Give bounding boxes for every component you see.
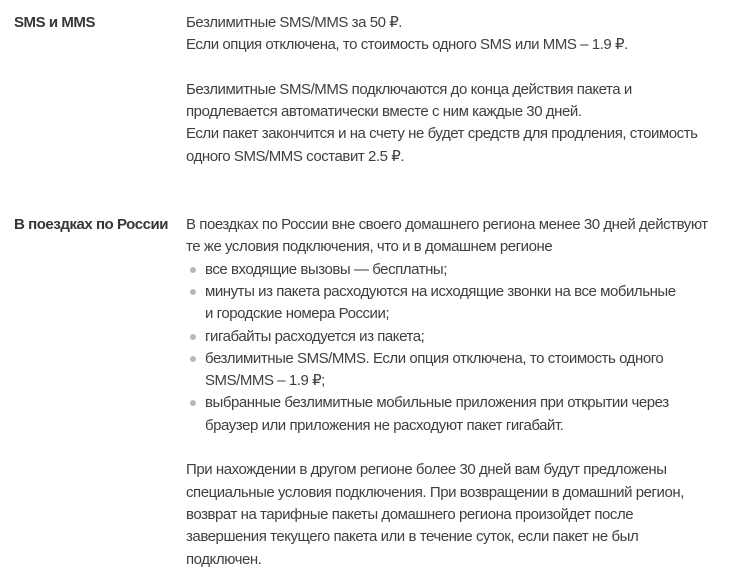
paragraph [186,79,741,168]
text-line: гигабайты расходуется из пакета; [205,327,425,345]
paragraph [186,12,741,57]
text-line: браузер или приложения не расходуют пакет гигабайт. [205,416,564,434]
text-line: SMS/MMS – 1.9 ₽; [205,372,325,390]
section-label-sms-mms: SMS и MMS [14,14,96,31]
section-content [186,214,741,571]
text-line: и городские номера России; [205,305,390,323]
bullet-dot-icon [190,356,196,362]
text-line: все входящие вызовы — бесплатны; [205,260,447,278]
text-line: те же условия подключения, что и в домашнем регионе [186,238,553,256]
bullet-dot-icon [190,289,196,295]
bullet-dot-icon [190,400,196,406]
text-line: Если опция отключена, то стоимость одного SMS или MMS – 1.9 ₽. [186,36,628,54]
bullet-item [186,326,741,348]
bullet-item [186,392,741,437]
text-line: продлевается автоматически вместе с ним каждые 30 дней. [186,103,582,121]
text-line: подключен. [186,550,262,568]
text-line: выбранные безлимитные мобильные приложения при открытии через [205,394,669,412]
text-line: безлимитные SMS/MMS. Если опция отключена, то стоимость одного [205,349,664,367]
text-line: Если пакет закончится и на счету не будет средств для продления, стоимость [186,125,698,143]
bullet-item [186,348,741,393]
text-line: Безлимитные SMS/MMS за 50 ₽. [186,14,403,31]
text-line: специальные условия подключения. При возвращении в домашний регион, [186,483,684,501]
bullet-item [186,281,741,326]
section-content [186,12,741,168]
text-line: одного SMS/MMS составит 2.5 ₽. [186,147,405,165]
paragraph [186,459,741,570]
section-label-travel-russia: В поездках по России [14,216,169,234]
text-line: возврат на тарифные пакеты домашнего региона произойдет после [186,505,634,523]
text-line: минуты из пакета расходуются на исходящие звонки на все мобильные [205,282,676,300]
bullet-dot-icon [190,334,196,340]
text-line: завершения текущего пакета или в течение суток, если пакет не был [186,528,639,546]
section-row-sms-mms [14,12,741,168]
paragraph [186,214,741,259]
bullet-dot-icon [190,267,196,273]
bullet-list [186,259,741,437]
text-line: Безлимитные SMS/MMS подключаются до конца действия пакета и [186,80,632,98]
text-line: При нахождении в другом регионе более 30 дней вам будут предложены [186,461,667,479]
section-row-travel-russia [14,214,741,571]
tariff-sections [14,12,741,571]
text-line: В поездках по России вне своего домашнего региона менее 30 дней действуют [186,216,708,234]
bullet-item [186,259,741,281]
